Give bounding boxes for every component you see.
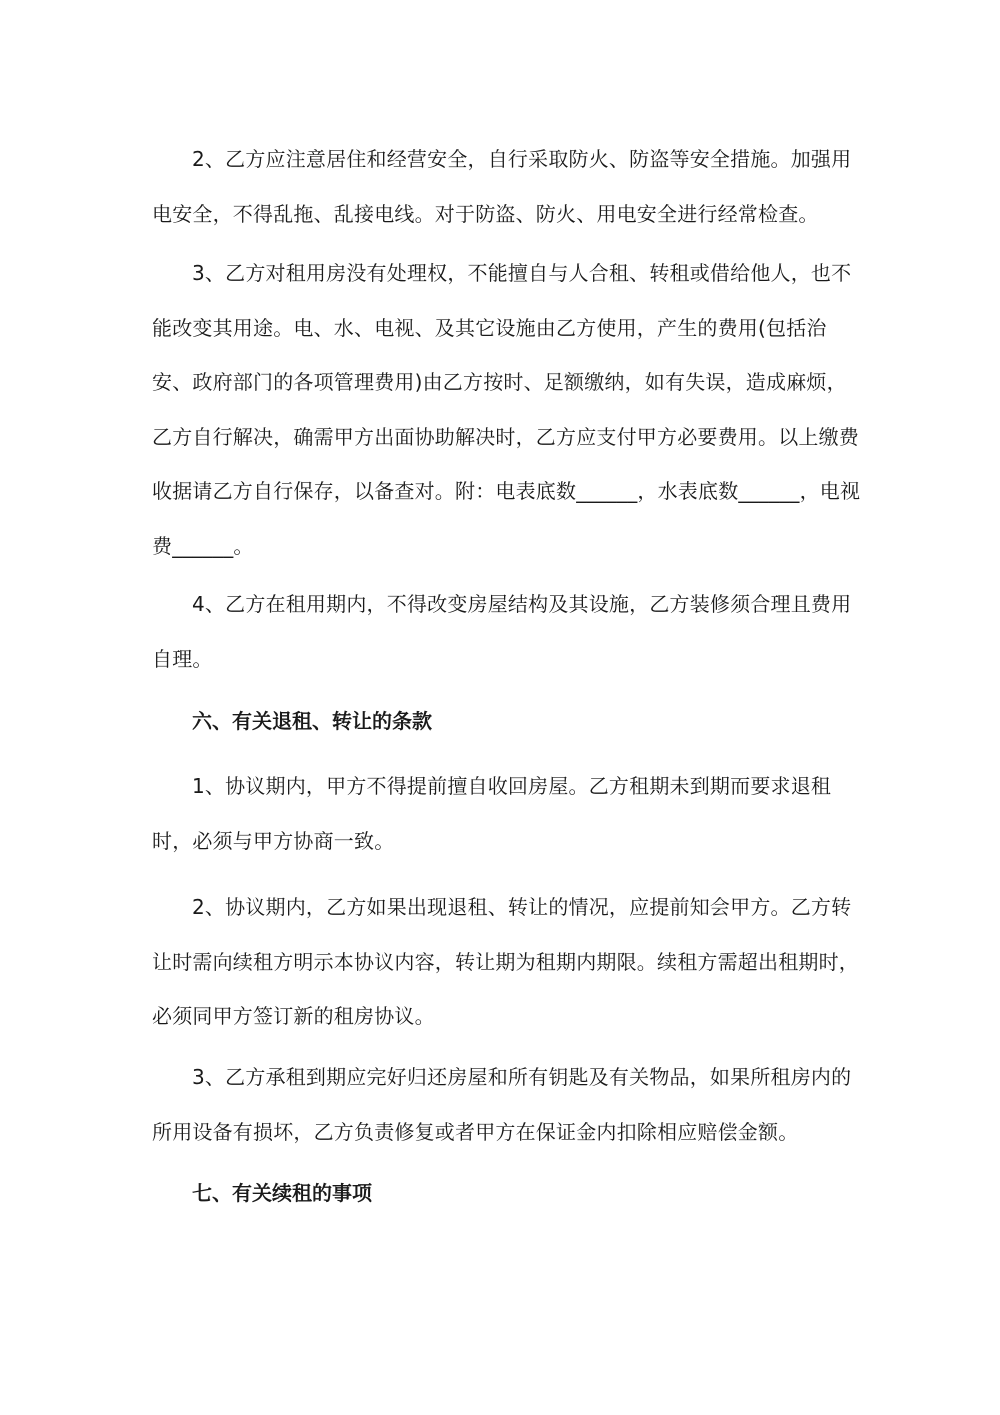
section-6-heading <box>192 706 432 736</box>
section-7-heading <box>192 1178 372 1208</box>
section-6-number: 六 <box>192 709 212 733</box>
section-7-title: 、有关续租的事项 <box>212 1181 372 1205</box>
section-6-title: 、有关退租、转让的条款 <box>212 709 432 733</box>
clause-5-2: 2、乙方应注意居住和经营安全，自行采取防火、防盗等安全措施。加强用电安全，不得乱拖、乱接电线。对于防盗、防火、用电安全进行经常检查。 <box>152 147 852 226</box>
clause-6-2: 2、协议期内，乙方如果出现退租、转让的情况，应提前知会甲方。乙方转让时需向续租方明示本协议内容，转让期为租期内期限。续租方需超出租期时，必须同甲方签订新的租房协议。 <box>152 895 859 1028</box>
clause-5-3: 3、乙方对租用房没有处理权，不能擅自与人合租、转租或借给他人，也不能改变其用途。电、水、电视、及其它设施由乙方使用，产生的费用(包括治安、政府部门的各项管理费用)由乙方按时、足额缴纳，如有失误，造成麻烦，乙方自行解决，确需甲方出面协助解决时，乙方应支付甲方必要费用。以上缴费收据请乙方自行保存，以备查对。附：电表底数______，水表底数______，电视费______。 <box>152 261 861 558</box>
clause-5-4: 4、乙方在租用期内，不得改变房屋结构及其设施，乙方装修须合理且费用自理。 <box>152 592 852 671</box>
clause-6-3: 3、乙方承租到期应完好归还房屋和所有钥匙及有关物品，如果所租房内的所用设备有损坏，乙方负责修复或者甲方在保证金内扣除相应赔偿金额。 <box>152 1065 852 1144</box>
section-7-number: 七 <box>192 1181 212 1205</box>
clause-6-1: 1、协议期内，甲方不得提前擅自收回房屋。乙方租期未到期而要求退租时，必须与甲方协商一致。 <box>152 774 832 853</box>
